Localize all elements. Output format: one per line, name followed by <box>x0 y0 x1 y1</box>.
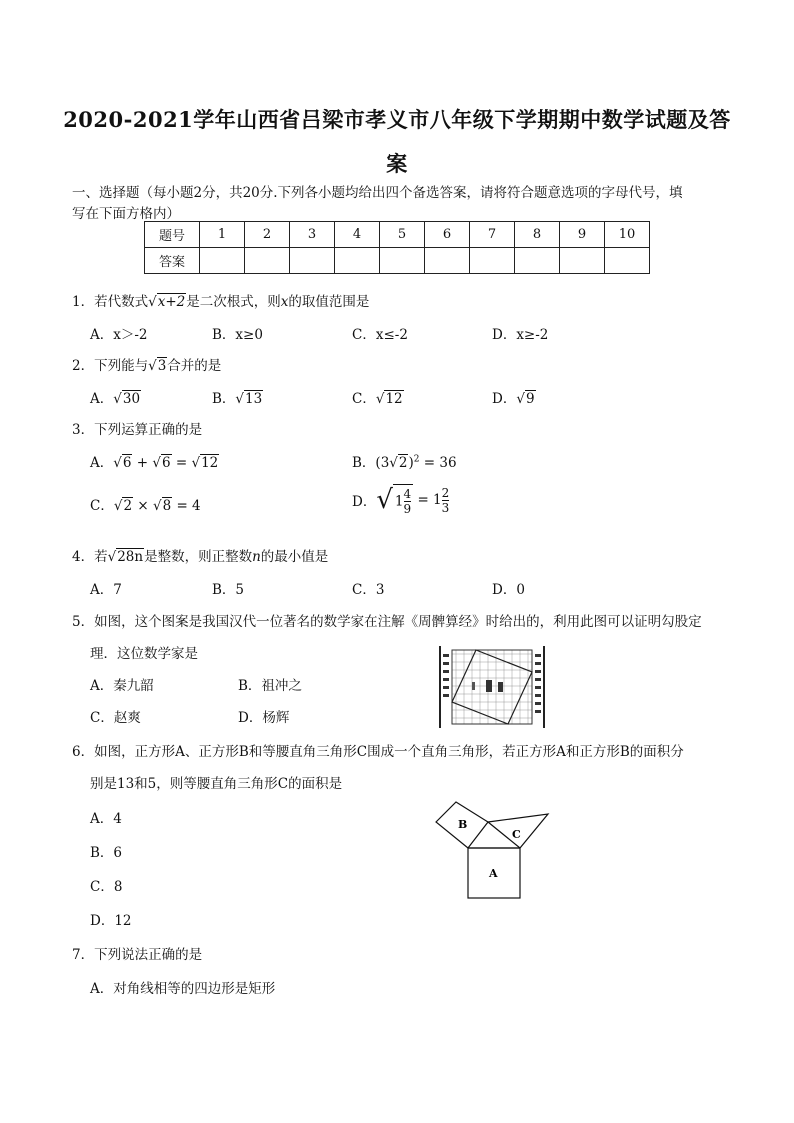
figure-label-a: A <box>489 867 498 880</box>
q2-option-c: C．√12 <box>352 391 403 407</box>
answer-cell[interactable] <box>290 248 335 274</box>
answer-cell[interactable] <box>380 248 425 274</box>
title-line-2: 案 <box>386 151 408 176</box>
zhao-shuang-diagram-image <box>436 642 548 730</box>
q5-stem-line1: 5．如图，这个图案是我国汉代一位著名的数学家在注解《周髀算经》时给出的，利用此图可以证明勾股定 <box>72 614 702 630</box>
section1-heading-line1: 一、选择题（每小题2分，共20分.下列各小题均给出四个备选答案，请将符合题意选项的字母代号，填 <box>72 185 683 201</box>
q3-option-b: B．$(3√2)^2 = 36$ <box>352 454 457 471</box>
table-cell: 9 <box>560 222 605 248</box>
q4-option-b: B．5 <box>212 582 245 598</box>
squares-triangle-diagram <box>432 798 552 904</box>
q4-option-c: C．3 <box>352 582 385 598</box>
q6-option-c: C．8 <box>90 879 123 895</box>
answer-cell[interactable] <box>245 248 290 274</box>
q4-stem: 4．若√28n是整数，则正整数n的最小值是 <box>72 549 329 565</box>
q1-option-a: A．x＞-2 <box>90 327 148 343</box>
q5-option-a: A．秦九韶 <box>90 678 154 694</box>
q5-stem-line2: 理．这位数学家是 <box>90 646 198 662</box>
q3-option-c: C．√2 × √8 = 4 <box>90 498 201 514</box>
q7-stem: 7．下列说法正确的是 <box>72 947 203 963</box>
answer-cell[interactable] <box>560 248 605 274</box>
table-cell: 8 <box>515 222 560 248</box>
title-line-1: 2020-2021学年山西省吕梁市孝义市八年级下学期期中数学试题及答 <box>63 107 731 132</box>
q7-option-a: A．对角线相等的四边形是矩形 <box>90 981 276 997</box>
answer-cell[interactable] <box>425 248 470 274</box>
answer-cell[interactable] <box>470 248 515 274</box>
q5-option-c: C．赵爽 <box>90 710 141 726</box>
page-title <box>60 98 734 186</box>
table-cell: 1 <box>200 222 245 248</box>
table-cell: 7 <box>470 222 515 248</box>
q1-option-b: B．x≥0 <box>212 327 263 343</box>
table-cell: 6 <box>425 222 470 248</box>
answer-table-answer-row <box>145 248 650 274</box>
sqrt-expression: √3 <box>148 358 167 374</box>
q4-option-a: A．7 <box>90 582 122 598</box>
q2-stem: 2．下列能与√3合并的是 <box>72 358 222 374</box>
q6-stem-line1: 6．如图，正方形A、正方形B和等腰直角三角形C围成一个直角三角形，若正方形A和正方形B的面积分 <box>72 744 684 760</box>
table-cell: 4 <box>335 222 380 248</box>
answer-cell[interactable] <box>515 248 560 274</box>
q3-option-d: D．√ 1 $\frac{4}{9}$ = 1 $\frac{2}{3}$ <box>352 485 450 516</box>
answer-cell[interactable] <box>335 248 380 274</box>
q6-option-a: A．4 <box>90 811 122 827</box>
figure-label-b: B <box>458 818 468 831</box>
answer-table-header-row <box>145 222 650 248</box>
table-cell: 10 <box>605 222 650 248</box>
q1-stem: 1．若代数式√x+2是二次根式，则x的取值范围是 <box>72 294 370 310</box>
q2-option-a: A．√30 <box>90 391 141 407</box>
table-cell: 题号 <box>145 222 200 248</box>
q2-option-d: D．√9 <box>492 391 535 407</box>
table-cell: 3 <box>290 222 335 248</box>
table-cell: 5 <box>380 222 425 248</box>
section1-heading-line2: 写在下面方格内） <box>72 206 180 222</box>
answer-cell[interactable] <box>200 248 245 274</box>
figure-label-c: C <box>512 828 521 841</box>
q6-stem-line2: 别是13和5，则等腰直角三角形C的面积是 <box>90 776 343 792</box>
q2-option-b: B．√13 <box>212 391 263 407</box>
q6-option-d: D．12 <box>90 913 132 929</box>
answer-cell[interactable] <box>605 248 650 274</box>
q5-option-b: B．祖冲之 <box>238 678 302 694</box>
q1-option-d: D．x≥-2 <box>492 327 549 343</box>
answer-table <box>144 221 650 274</box>
q3-stem: 3．下列运算正确的是 <box>72 422 203 438</box>
q5-option-d: D．杨辉 <box>238 710 290 726</box>
table-cell: 答案 <box>145 248 200 274</box>
table-cell: 2 <box>245 222 290 248</box>
q6-option-b: B．6 <box>90 845 123 861</box>
sqrt-expression: √x+2 <box>148 294 186 310</box>
q1-option-c: C．x≤-2 <box>352 327 408 343</box>
q4-option-d: D．0 <box>492 582 525 598</box>
q3-option-a: A．√6 + √6 = √12 <box>90 455 219 471</box>
